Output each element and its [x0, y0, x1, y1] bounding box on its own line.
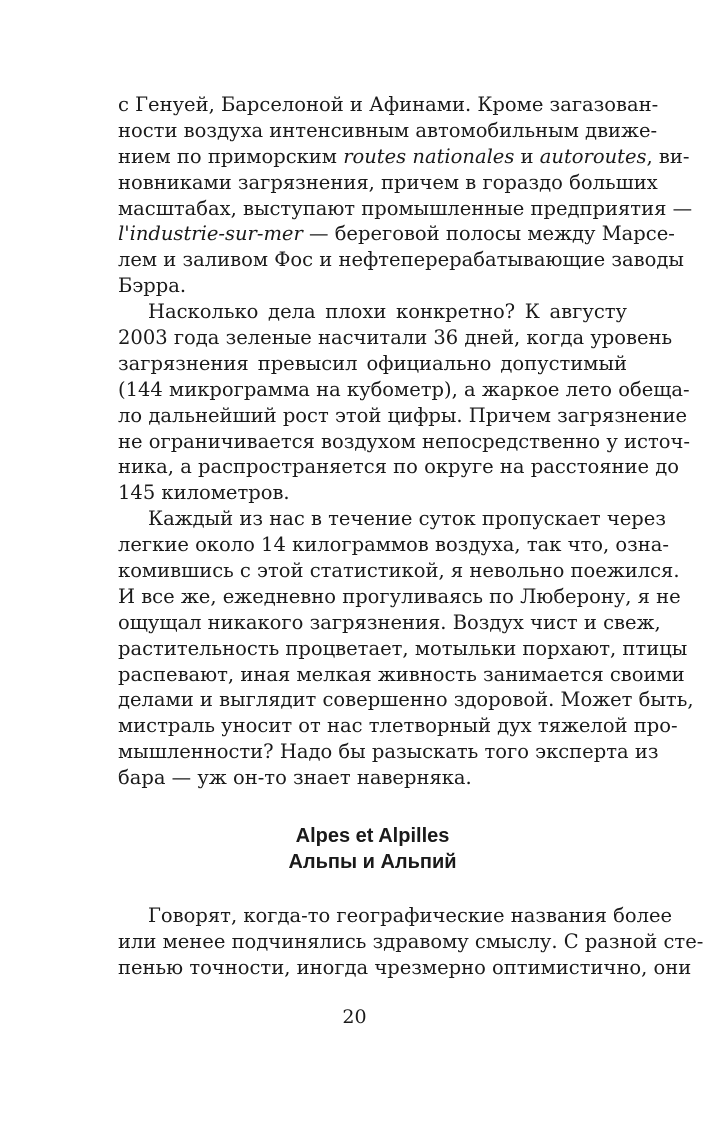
text-line: [118, 739, 659, 765]
italic-text: l'industrie-sur-mer: [118, 222, 303, 246]
text-line: [118, 247, 684, 273]
text-run: пенью точности, иногда чрезмерно оптимистично, они: [118, 955, 692, 979]
text-run: ло дальнейший рост этой цифры. Причем загрязнение: [118, 403, 688, 427]
text-line: [118, 929, 704, 955]
text-run: нием по приморским: [118, 144, 344, 168]
text-run: загрязнения превысил официально допустимый: [118, 351, 627, 375]
text-line: [118, 273, 627, 299]
text-run: 145 километров.: [118, 481, 290, 505]
text-run: делами и выглядит совершенно здоровой. Может быть,: [118, 688, 694, 712]
text-run: — береговой полосы между Марсе-: [302, 222, 675, 246]
body-text-top: [118, 92, 694, 791]
text-line: [118, 299, 627, 325]
text-run: мышленности? Надо бы разыскать того эксперта из: [118, 740, 659, 764]
text-line: [118, 955, 692, 981]
text-run: Говорят, когда-то географические названия более: [148, 904, 673, 927]
text-line: [118, 532, 670, 558]
text-line: [118, 144, 690, 170]
text-run: ника, а распространяется по округе на расстояние до: [118, 455, 679, 479]
text-line: [118, 662, 685, 688]
text-line: [118, 118, 658, 144]
text-run: , ви-: [646, 144, 690, 168]
text-line: [118, 765, 627, 791]
section-title-russian: Альпы и Альпий: [288, 851, 457, 873]
text-line: [118, 713, 678, 739]
text-run: (144 микрограмма на кубометр), а жаркое лето обеща-: [118, 377, 690, 401]
text-line: [118, 903, 673, 929]
text-line: [118, 558, 680, 584]
text-run: ощущал никакого загрязнения. Воздух чист и свеж,: [118, 610, 661, 634]
text-line: [118, 454, 679, 480]
text-line: [118, 429, 690, 455]
text-run: комившись с этой статистикой, я невольно поежился.: [118, 559, 680, 583]
text-line: [118, 610, 661, 636]
text-run: Бэрра.: [118, 274, 187, 298]
text-line: [118, 221, 675, 247]
page-number: 20: [342, 1006, 367, 1028]
text-line: [118, 196, 693, 222]
text-line: [118, 92, 659, 118]
text-run: растительность процветает, мотыльки порхают, птицы: [118, 636, 688, 660]
text-run: ности воздуха интенсивным автомобильным движе-: [118, 118, 658, 142]
text-line: [118, 584, 681, 610]
text-run: с Генуей, Барселоной и Афинами. Кроме загазован-: [118, 93, 659, 116]
text-run: или менее подчинялись здравому смыслу. С разной сте-: [118, 929, 704, 953]
text-run: Насколько дела плохи конкретно? К августу: [148, 300, 627, 324]
text-run: Каждый из нас в течение суток пропускает через: [148, 507, 666, 531]
text-run: не ограничивается воздухом непосредственно у источ-: [118, 429, 690, 453]
text-line: [118, 351, 627, 377]
text-run: мистраль уносит от нас тлетворный дух тяжелой про-: [118, 714, 678, 738]
text-run: бара — уж он-то знает наверняка.: [118, 766, 472, 790]
text-run: новниками загрязнения, причем в гораздо больших: [118, 170, 658, 194]
text-line: [118, 636, 688, 662]
text-run: распевают, иная мелкая живность занимается своими: [118, 662, 685, 686]
text-run: И все же, ежедневно прогуливаясь по Люберону, я не: [118, 584, 681, 608]
text-line: [118, 506, 666, 532]
text-run: лем и заливом Фос и нефтеперерабатывающие заводы: [118, 248, 684, 272]
italic-text: autoroutes: [539, 144, 647, 168]
text-line: [118, 170, 658, 196]
text-line: [118, 403, 688, 429]
text-run: легкие около 14 килограммов воздуха, так что, озна-: [118, 533, 670, 557]
text-line: [118, 325, 673, 351]
text-run: 2003 года зеленые насчитали 36 дней, когда уровень: [118, 326, 673, 350]
body-text-bottom: [118, 903, 704, 981]
text-line: [118, 687, 694, 713]
text-run: и: [514, 144, 540, 168]
italic-text: routes nationales: [343, 144, 515, 168]
text-line: [118, 377, 690, 403]
section-title-french: Alpes et Alpilles: [295, 825, 450, 847]
text-line: [118, 480, 627, 506]
text-run: масштабах, выступают промышленные предприятия —: [118, 196, 693, 220]
